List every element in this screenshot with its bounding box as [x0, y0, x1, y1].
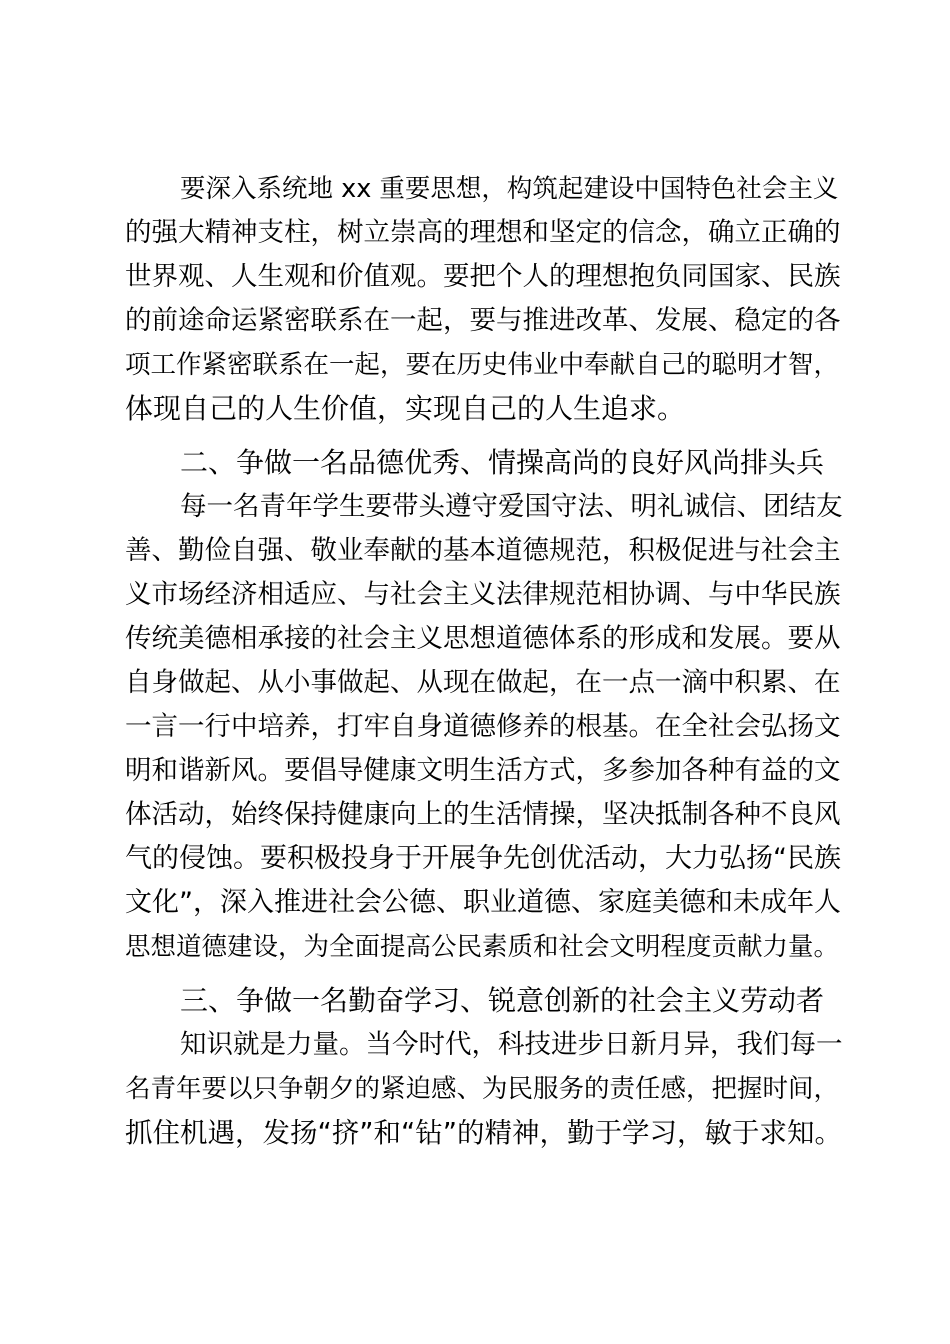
- text-line: 善、勤俭自强、敬业奉献的基本道德规范，积极促进与社会主: [125, 535, 841, 566]
- text-line: 气的侵蚀。要积极投身于开展争先创优活动，大力弘扬“民族: [125, 843, 841, 874]
- text-line: 名青年要以只争朝夕的紧迫感、为民服务的责任感，把握时间，: [125, 1074, 840, 1104]
- section-heading: 三、争做一名勤奋学习、锐意创新的社会主义劳动者: [180, 984, 825, 1017]
- text-line: 明和谐新风。要倡导健康文明生活方式，多参加各种有益的文: [125, 755, 841, 786]
- text-line: 的强大精神支柱，树立崇高的理想和坚定的信念，确立正确的: [125, 217, 841, 248]
- text-line: 项工作紧密联系在一起，要在历史伟业中奉献自己的聪明才智，: [125, 350, 840, 380]
- text-line: 要深入系统地 xx 重要思想，构筑起建设中国特色社会主义: [180, 174, 839, 204]
- text-line: 抓住机遇，发扬“挤”和“钻”的精神，勤于学习，敏于求知。: [125, 1117, 842, 1149]
- text-line: 世界观、人生观和价值观。要把个人的理想抱负同国家、民族: [125, 261, 841, 292]
- text-line: 文化”，深入推进社会公德、职业道德、家庭美德和未成年人: [125, 887, 841, 918]
- section-heading: 二、争做一名品德优秀、情操高尚的良好风尚排头兵: [180, 446, 825, 479]
- text-line: 每一名青年学生要带头遵守爱国守法、明礼诚信、团结友: [180, 491, 843, 522]
- text-line: 一言一行中培养，打牢自身道德修养的根基。在全社会弘扬文: [125, 711, 841, 742]
- text-line: 知识就是力量。当今时代，科技进步日新月异，我们每一: [180, 1029, 843, 1060]
- text-line: 思想道德建设，为全面提高公民素质和社会文明程度贡献力量。: [125, 932, 840, 962]
- text-line: 体现自己的人生价值，实现自己的人生追求。: [125, 392, 686, 425]
- text-line: 传统美德相承接的社会主义思想道德体系的形成和发展。要从: [125, 623, 841, 654]
- text-line: 的前途命运紧密联系在一起，要与推进改革、发展、稳定的各: [125, 305, 841, 336]
- text-line: 自身做起、从小事做起、从现在做起，在一点一滴中积累、在: [125, 667, 841, 698]
- text-line: 体活动，始终保持健康向上的生活情操，坚决抵制各种不良风: [125, 799, 841, 830]
- text-line: 义市场经济相适应、与社会主义法律规范相协调、与中华民族: [125, 579, 841, 610]
